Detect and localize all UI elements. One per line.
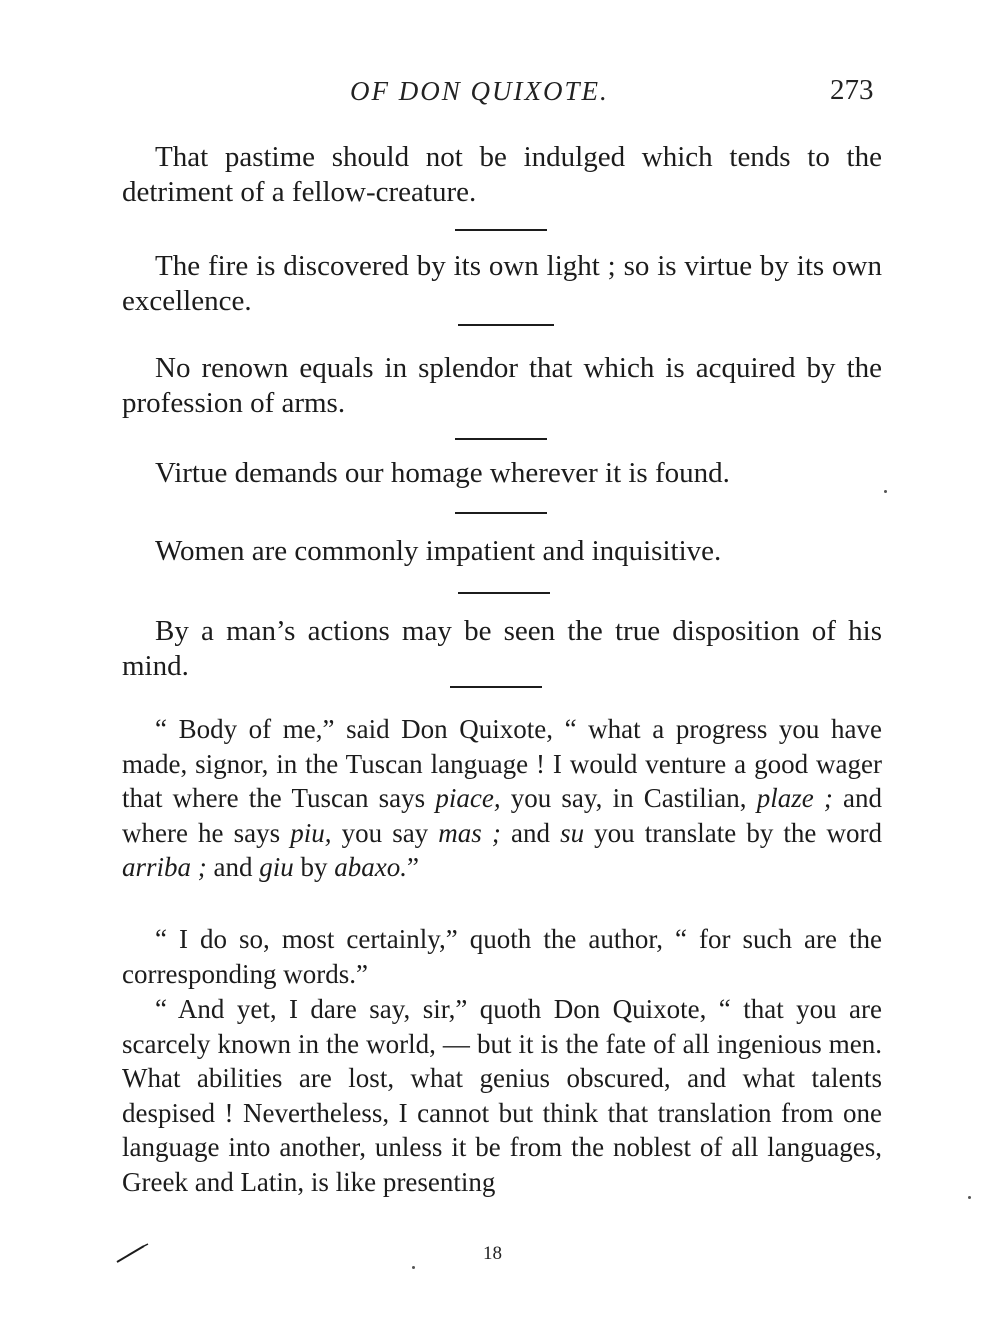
maxim-5: Women are commonly impatient and inquisitive. — [155, 535, 722, 567]
separator-rule — [455, 512, 547, 514]
maxim-4: Virtue demands our homage wherever it is found. — [155, 457, 730, 489]
dialogue-paragraph-2: “ I do so, most certainly,” quoth the author, “ for such are the corresponding words.” — [122, 924, 882, 989]
maxim-3: No renown equals in splendor that which is acquired by the profession of arms. — [122, 352, 882, 419]
print-speck — [884, 490, 887, 493]
page-number: 273 — [830, 74, 874, 106]
separator-rule — [458, 592, 550, 594]
dialogue-paragraph-1: “ Body of me,” said Don Quixote, “ what a progress you have made, signor, in the Tuscan language ! I would venture a good wager that where the Tuscan says piace, you say, in Castilian, plaze ; and where he says piu, you say mas ; and su you translate by the word arriba ; and giu by abaxo.” — [122, 714, 883, 882]
separator-rule — [455, 438, 547, 440]
maxim-6: By a man’s actions may be seen the true disposition of his mind. — [122, 615, 882, 682]
running-header-title: OF DON QUIXOTE. — [350, 76, 609, 106]
pen-stroke-mark — [114, 1240, 154, 1266]
maxim-1: That pastime should not be indulged which tends to the detriment of a fellow-creature. — [122, 141, 882, 208]
print-speck — [412, 1266, 415, 1269]
separator-rule — [458, 324, 554, 326]
printer-signature-mark: 18 — [483, 1243, 502, 1264]
print-speck — [968, 1196, 971, 1199]
separator-rule — [455, 229, 547, 231]
separator-rule — [450, 686, 542, 688]
maxim-2: The fire is discovered by its own light ; so is virtue by its own excellence. — [122, 250, 882, 317]
dialogue-paragraph-3: “ And yet, I dare say, sir,” quoth Don Quixote, “ that you are scarcely known in the world, — but it is the fate of all ingenious men. What abilities are lost, what genius obscured, and what talents despised ! Nevertheless, I cannot but think that translation from one language into another, unless it be from the noblest of all languages, Greek and Latin, is like presenting — [122, 994, 882, 1197]
